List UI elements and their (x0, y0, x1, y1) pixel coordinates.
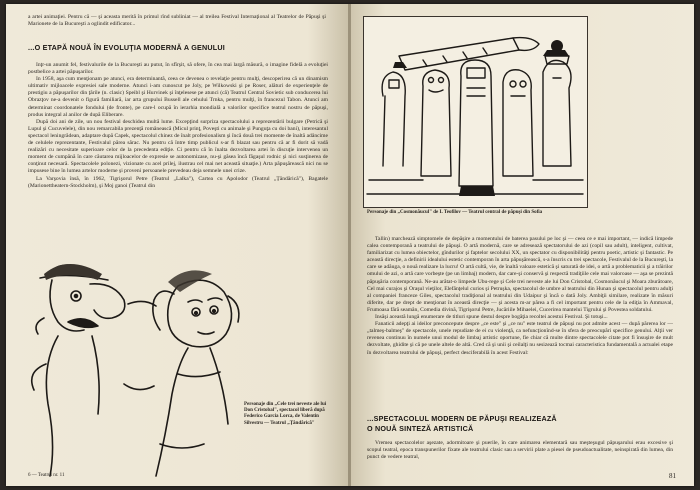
paragraph: In 1958, aşa cum menţionam pe atunci, era determinantă, ceea ce devenea o revelaţie pentru mulţi, descoperirea că un dinamism ultimativ mijloacele expresiei sale moderne. Atunci i-am cunoscut pe Joly, pe Wilkowski şi pe Roser, alături de experienţele de prestigiu a păpuşarilor din ţările (n. clasic) Speibl şi Hurvinek şi înţelesese pe atunci (că) Teatrul Central Sovietic sub conducerea lui Obrazţov ne-a devenit o figură familiară, iar arta grupului Bussell ale cehului Trnka, pentru mulţi, în francezul Tabon. Atunci am determinat coordonatele fondului (de fronte), pe care-l ocupă în ierarhia mondială a valorilor specifice teatrul nostru de păpuşi, produs integral al anilor de după Eliberare. (28, 76, 328, 118)
page-number: 81 (669, 472, 676, 480)
page-folio: 6 — Teatrul nr. 11 (28, 473, 65, 478)
paragraph: La Varşovia însă, în 1962, Tigrişorul Petre (Teatrul „Lalka"), Cartea cu Apolodor (Teatrul „Ţăndărică"), Bagatele (Marionettheatern-Stockholm), şi Moj ganoi (Teatrul din (28, 175, 328, 189)
paragraph: Insăşi această lungă enumerare de titluri spune destul despre bogăţia recoltei acestui Festival. Şi totuşi... (375, 314, 608, 321)
left-page (6, 4, 349, 486)
right-closing-text (367, 440, 673, 461)
paragraph: Tallin) marchează simptomele de depăşire a momentului de baterea pasului pe loc şi — ceea ce e mai important, — indică limpede calea contemporană a teatrului de păpuşi. O artă modernă, care se adresează spectatorului de azi (copil sau adult), inteligent, cultivat, familiarizat cu lumea obiectelor, gîndurilor şi faptelor secolului XX, un spectator cu disponibilităţi pentru poetic, artistic şi fantastic. Pe această direcţie, a definirii idealului estetic contemporan în arta păpuşărească, s-a înscris cu trei spectacole, Festivalul de la Bucureşti, la care se adăuga, o nouă realizare la lucru! O artă cultă, vie, de înaltă valoare estetică şi saturată de idei, o artă a problematicii şi a trăirilor omului de azi, o artă care vorbeşte (pe un limbaj) modern, dar care-şi conservă şi respectă tradiţiile cele mai valoroase — aşa se prezintă păpuşăria contemporană. Ne-au arătat-o limpede Ubu-rege şi Cele trei neveste ale lui Don Cristobal, Cosmonăucul şi Moara zburătoare, Cel mai curajos şi Oraşul vieţilor, Elefănţelul curios şi Petruşka, spectacolul de umbre al teatrului din Hunan şi spectacolul pentru adulţi al companiei franceze Giles, spectacolul tradiţional al teatrului din Udaipur şi încă o dată Joly. Ambiţii similare, realizate în măsuri diferite, dar pe drept de menţionat în această direcţie — şi acesta m-ar părea a fi cel important pentru cele de la ediţia în Ammaval, Frumoasa fără seamăn, Comedia divină, Tigrişorul Petre, Jucăriile Mihaelei, Cucerirea mantelui Tigrului şi Povestea soldatului. (367, 236, 673, 313)
right-illustration-caption: Personaje din „Cosmonăucul" de I. Teofilov — Teatrul central de păpuşi din Sofia (367, 210, 543, 215)
section-heading-line2: O NOUĂ SINTEZĂ ARTISTICĂ (367, 424, 474, 433)
left-body-text (28, 62, 328, 190)
paragraph: Vremea spectacolelor aşezate, adormitoare şi puerile, în care animarea elementară sau meşteşugul păpuşarului erau excesive şi scopul teatral, epoca transpunerilor fixate ale teatrului clasic sau a servirii plate a piesei de pseudoactualitate, neinspirată din lumea, din punct de vedere teatral, (367, 440, 673, 461)
section-heading: ...O ETAPĂ NOUĂ ÎN EVOLUŢIA MODERNĂ A GENULUI (28, 43, 225, 52)
paragraph: După doi ani de zile, un nou festival deschidea multă lume. Excepţind surpriza spectacolului a reprezentării bulgare (Petrică şi Lupul şi Cucuvelele), din nou remarcabila prezenţă românească (Micul prinţ, Poveşti cu animale şi Punguţa cu doi bani), interesantul spectacol leningrădean, adaptare după Capek, spectacolul chinez de înalt profesionalism şi încă două trei momente de înaltă adâncime de celulele reprezentante, Festivalul părea sărac. Nu pentru că între timp publicul s-ar fi blazat sau pentru că ar fi dorit să vadă realizări cu necesitate superioare celor de la precedenta ediţie. Ci pentru că în înalta dezvoltarea artei în discuţie intervenea un moment de cumpănă în care căutarea mijloacelor de expresie se autonomizase, nu-şi găsea încă făgaşul rodnic şi nici susţinerea de conţinut necesară. Spectacolele polonezi, vizionate cu acel prilej, ilustrau cel mai net această situaţie.) Arta păpuşărească nici nu se impusese bine în lumea artelor moderne şi proveni persoanele prevedeau deja semnele unei crize. (28, 118, 328, 175)
paragraph: Inţr-un anumit fel, festivalurile de la Bucureşti au putut, în sfîrşit, să ofere, în cea mai largă măsură, o imagine fidelă a evoluţiei postbelice a artei păpuşarilor. (28, 62, 328, 76)
intro-paragraph: a artei animaţiei. Pentru că — şi aceasta merită în primul rînd subliniat — al treilea Festival Internaţional al Teatrelor de Păpuşi şi Marionete de la Bucureşti a oglindit edificator... (28, 14, 326, 28)
book-spread (6, 4, 694, 486)
right-body-text (367, 236, 673, 357)
section-heading-line1: ...SPECTACOLUL MODERN DE PĂPUŞI REALIZEAZĂ (367, 414, 557, 423)
paragraph: Fanaticii adepţi ai ideilor preconcepute despre „ce este" şi „ce nu" este teatrul de păpuşi nu pot admite acest — după părerea lor — „talmeş-balmeş" de spectacole, unele repudiate de ei cu violenţă, ca nefuncţionînd-se în sfera de preocupări specifice genului. Alţii ver revenea continuu în numele unui modul de limbaj artistic oportune, fie chiar că multe dintre spectacolele citate pot fi însuşire de mult dezvoltate, ghidite şi că pe unele altele de altă. Cred că şi unii şi ceilalţi nu sesizează tocmai caracteristica fundamentală a actualei etape în dezvoltarea teatrului de păpuşi, perfect desciferabilă în acest Festival: (367, 321, 673, 356)
illustration-cosmonaut (363, 16, 588, 208)
left-illustration-caption: Personaje din „Cele trei neveste ale lui Don Cristobal", spectacol liberă după Federico Garcia Lorca, de Valentin Silvestru — Teatrul „Ţăndărică" (244, 402, 327, 426)
right-page (351, 4, 694, 486)
illustration-don-cristobal (28, 244, 243, 484)
